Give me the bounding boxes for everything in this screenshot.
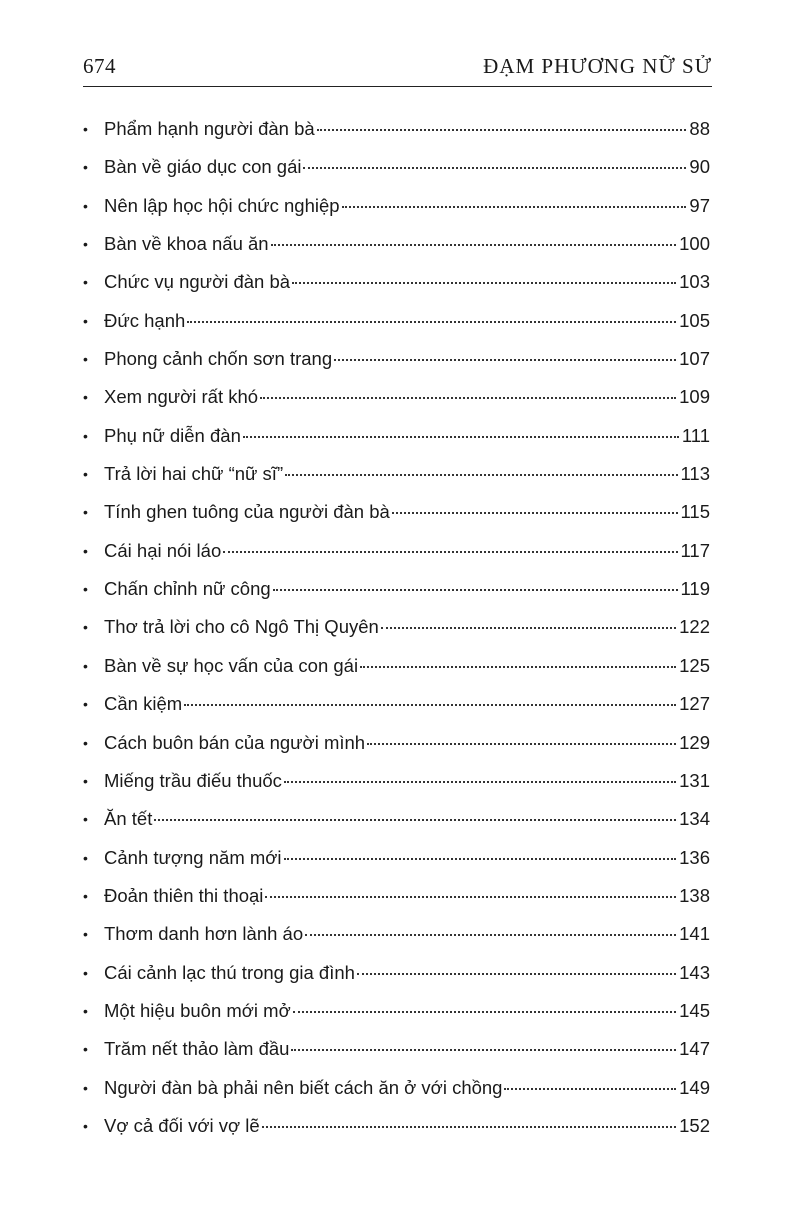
bullet-icon: • [83,696,88,713]
toc-entry [83,732,710,770]
toc-entry [83,540,710,578]
toc-entry-title: Ăn tết [104,808,153,830]
dot-leader [154,819,676,821]
dot-leader [260,397,676,399]
toc-entry [83,885,710,923]
toc-entry-title: Trăm nết thảo làm đầu [104,1038,290,1060]
toc-entry [83,655,710,693]
page-number: 674 [83,54,116,78]
toc-entry-title: Cái cảnh lạc thú trong gia đình [104,961,355,983]
page-header [83,54,712,87]
dot-leader [284,781,676,783]
bullet-icon: • [83,389,88,406]
dot-leader [381,627,676,629]
toc-entry-title: Đức hạnh [104,309,186,331]
toc-entry-title: Bàn về giáo dục con gái [104,156,302,178]
toc-entry-page-number: 131 [679,769,710,791]
dot-leader [303,167,686,169]
bullet-icon: • [83,236,88,253]
bullet-icon: • [83,159,88,176]
dot-leader [392,512,678,514]
bullet-icon: • [83,1041,88,1058]
toc-entry-page-number: 97 [689,194,710,216]
bullet-icon: • [83,964,88,981]
dot-leader [360,666,676,668]
toc-entry [83,1000,710,1038]
toc-entry-page-number: 122 [679,616,710,638]
toc-entry-page-number: 109 [679,386,710,408]
toc-entry [83,310,710,348]
toc-entry-page-number: 127 [679,693,710,715]
toc-entry-page-number: 152 [679,1114,710,1136]
toc-entry [83,118,710,156]
dot-leader [243,436,679,438]
dot-leader [292,282,676,284]
dot-leader [271,244,677,246]
dot-leader [317,129,687,131]
bullet-icon: • [83,1079,88,1096]
toc-entry-title: Phụ nữ diễn đàn [104,424,241,446]
toc-entry [83,156,710,194]
toc-entry-title: Xem người rất khó [104,386,259,408]
toc-entry [83,578,710,616]
dot-leader [293,1011,676,1013]
running-title: ĐẠM PHƯƠNG NỮ SỬ [483,54,712,78]
toc-entry-title: Một hiệu buôn mới mở [104,999,291,1021]
toc-entry-title: Nên lập học hội chức nghiệp [104,194,340,216]
dot-leader [334,359,676,361]
bullet-icon: • [83,619,88,636]
toc-entry-page-number: 88 [689,118,710,139]
toc-entry-page-number: 119 [680,578,710,600]
toc-entry [83,923,710,961]
toc-entry-title: Miếng trầu điếu thuốc [104,769,282,791]
toc-entry [83,1115,710,1153]
toc-entry-title: Chức vụ người đàn bà [104,271,291,293]
toc-entry [83,463,710,501]
toc-entry [83,770,710,808]
bullet-icon: • [83,734,88,751]
toc-entry-page-number: 90 [689,156,710,178]
toc-entry-title: Thơm danh hơn lành áo [104,923,304,945]
toc-entry [83,962,710,1000]
toc-entry-page-number: 138 [679,884,710,906]
toc-entry-page-number: 125 [679,654,710,676]
toc-entry [83,693,710,731]
bullet-icon: • [83,504,88,521]
toc-entry-page-number: 105 [679,309,710,331]
toc-entry-title: Đoản thiên thi thoại [104,884,264,906]
bullet-icon: • [83,1117,88,1134]
bullet-icon: • [83,581,88,598]
toc-entry-title: Người đàn bà phải nên biết cách ăn ở với chồng [104,1076,503,1098]
bullet-icon: • [83,926,88,943]
bullet-icon: • [83,887,88,904]
bullet-icon: • [83,312,88,329]
bullet-icon: • [83,427,88,444]
toc-entry [83,425,710,463]
dot-leader [305,934,676,936]
bullet-icon: • [83,657,88,674]
bullet-icon: • [83,197,88,214]
bullet-icon: • [83,1002,88,1019]
toc-entry-page-number: 136 [679,846,710,868]
bullet-icon: • [83,772,88,789]
dot-leader [284,858,677,860]
bullet-icon: • [83,351,88,368]
bullet-icon: • [83,811,88,828]
dot-leader [504,1088,676,1090]
dot-leader [357,973,676,975]
toc-entry-page-number: 134 [679,808,710,830]
bullet-icon: • [83,542,88,559]
table-of-contents [83,118,710,1153]
toc-entry-page-number: 113 [680,463,710,485]
dot-leader [285,474,677,476]
toc-entry-title: Phẩm hạnh người đàn bà [104,118,315,139]
toc-entry [83,386,710,424]
toc-entry-page-number: 143 [679,961,710,983]
dot-leader [184,704,676,706]
toc-entry-title: Bàn về khoa nấu ăn [104,233,269,255]
toc-entry [83,348,710,386]
dot-leader [265,896,676,898]
bullet-icon: • [83,121,88,137]
toc-entry [83,233,710,271]
toc-entry-title: Trả lời hai chữ “nữ sĩ” [104,463,284,485]
toc-entry-title: Cần kiệm [104,693,183,715]
toc-entry-page-number: 129 [679,731,710,753]
dot-leader [273,589,678,591]
toc-entry-page-number: 145 [679,999,710,1021]
toc-entry-title: Chấn chỉnh nữ công [104,578,271,600]
toc-entry [83,616,710,654]
toc-entry-title: Tính ghen tuông của người đàn bà [104,501,390,523]
toc-entry-page-number: 141 [679,923,710,945]
toc-entry [83,195,710,233]
dot-leader [367,743,676,745]
toc-entry-page-number: 107 [679,348,710,370]
toc-entry-page-number: 103 [679,271,710,293]
toc-entry [83,501,710,539]
toc-entry-title: Cái hại nói láo [104,539,222,561]
dot-leader [291,1049,676,1051]
toc-entry [83,1077,710,1115]
toc-entry [83,808,710,846]
toc-entry-page-number: 147 [679,1038,710,1060]
toc-entry-title: Phong cảnh chốn sơn trang [104,348,333,370]
dot-leader [342,206,687,208]
toc-entry-page-number: 115 [680,501,710,523]
toc-entry-title: Bàn về sự học vấn của con gái [104,654,359,676]
dot-leader [223,551,677,553]
toc-entry [83,1038,710,1076]
toc-entry-page-number: 111 [681,424,710,446]
toc-entry-title: Vợ cả đối với vợ lẽ [104,1114,260,1136]
toc-entry-page-number: 149 [679,1076,710,1098]
toc-entry-title: Cảnh tượng năm mới [104,846,282,868]
toc-entry [83,271,710,309]
toc-entry [83,847,710,885]
toc-entry-title: Cách buôn bán của người mình [104,731,366,753]
toc-entry-title: Thơ trả lời cho cô Ngô Thị Quyên [104,616,379,638]
bullet-icon: • [83,466,88,483]
dot-leader [262,1126,676,1128]
bullet-icon: • [83,849,88,866]
bullet-icon: • [83,274,88,291]
toc-entry-page-number: 100 [679,233,710,255]
dot-leader [187,321,676,323]
toc-entry-page-number: 117 [680,539,710,561]
